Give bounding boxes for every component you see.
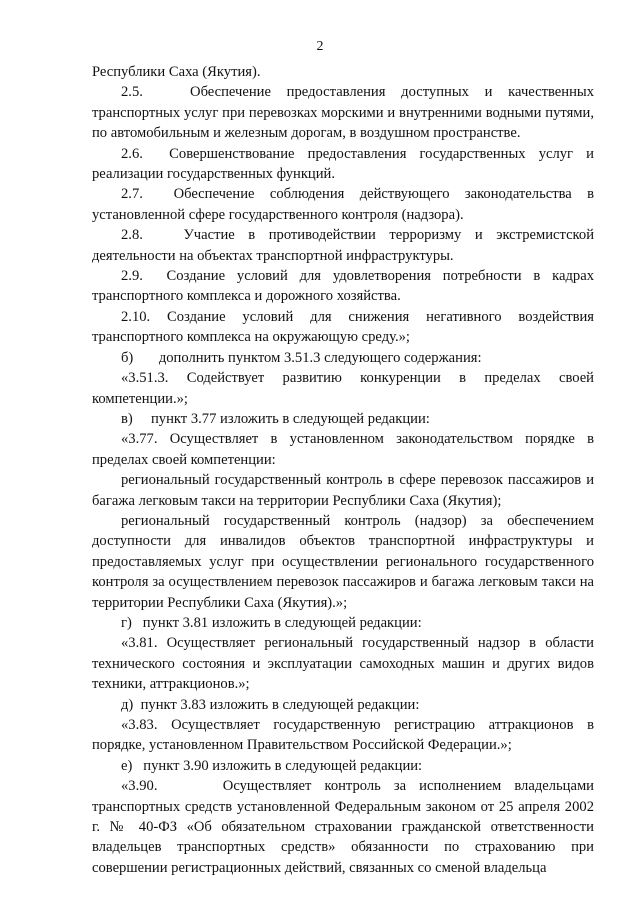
paragraph-continuation: Республики Саха (Якутия).: [92, 64, 261, 80]
paragraph-item-3-77: «3.77. Осуществляет в установленном законодательством порядке в пределах своей компетенции:: [92, 431, 594, 468]
paragraph-item-2-6: 2.6. Совершенствование предоставления государственных услуг и реализации государственных функций.: [92, 145, 594, 183]
paragraph-item-2-5: 2.5. Обеспечение предоставления доступных и качественных транспортных услуг при перевозках морскими и внутренними водными путями, по автомобильным и железным дорогам, в воздушном пространстве.: [92, 84, 594, 142]
paragraph-item-3-83: «3.83. Осуществляет государственную регистрацию аттракционов в порядке, установленном Правительством Российской Федерации.»;: [92, 717, 594, 754]
paragraph-subitem-e: е) пункт 3.90 изложить в следующей редакции:: [121, 757, 423, 774]
paragraph-item-2-9: 2.9. Создание условий для удовлетворения потребности в кадрах транспортного комплекса и дорожного хозяйства.: [92, 268, 594, 305]
paragraph-item-3-51-3: «3.51.3. Содействует развитию конкуренции в пределах своей компетенции.»;: [92, 370, 594, 407]
paragraph-subitem-b: б) дополнить пунктом 3.51.3 следующего содержания:: [121, 349, 482, 366]
paragraph-item-3-77-control-taxi: региональный государственный контроль в сфере перевозок пассажиров и багажа легковым такси на территории Республики Саха (Якутия);: [92, 472, 594, 509]
paragraph-item-3-77-control-accessibility: региональный государственный контроль (надзор) за обеспечением доступности для инвалидов объектов транспортной инфраструктуры и предоставляемых услуг при осуществлении регионального государственного контроля за осуществлением перевозок пассажиров и багажа легковым такси на территории Республики Саха (Якутия).»;: [92, 512, 594, 611]
paragraph-subitem-g: г) пункт 3.81 изложить в следующей редакции:: [121, 614, 422, 631]
paragraph-item-3-90: «3.90. Осуществляет контроль за исполнением владельцами транспортных средств установленной Федеральным законом от 25 апреля 2002 г. № 40-ФЗ «Об обязательном страховании гражданской ответственности владельцев транспортных средств» обязанности по страхованию при совершении регистрационных действий, связанных со сменой владельца: [92, 778, 594, 876]
document-body: [92, 62, 594, 878]
paragraph-item-3-81: «3.81. Осуществляет региональный государственный надзор в области технического состояния и эксплуатации самоходных машин и других видов техники, аттракционов.»;: [92, 635, 594, 693]
paragraph-item-2-8: 2.8. Участие в противодействии терроризму и экстремистской деятельности на объектах транспортной инфраструктуры.: [92, 227, 594, 264]
paragraph-item-2-10: 2.10. Создание условий для снижения негативного воздействия транспортного комплекса на окружающую среду.»;: [92, 308, 594, 346]
paragraph-subitem-d: д) пункт 3.83 изложить в следующей редакции:: [121, 696, 420, 713]
paragraph-subitem-v: в) пункт 3.77 изложить в следующей редакции:: [121, 410, 430, 427]
paragraph-item-2-7: 2.7. Обеспечение соблюдения действующего законодательства в установленной сфере государственного контроля (надзора).: [92, 186, 594, 223]
page-number: 2: [316, 39, 324, 54]
